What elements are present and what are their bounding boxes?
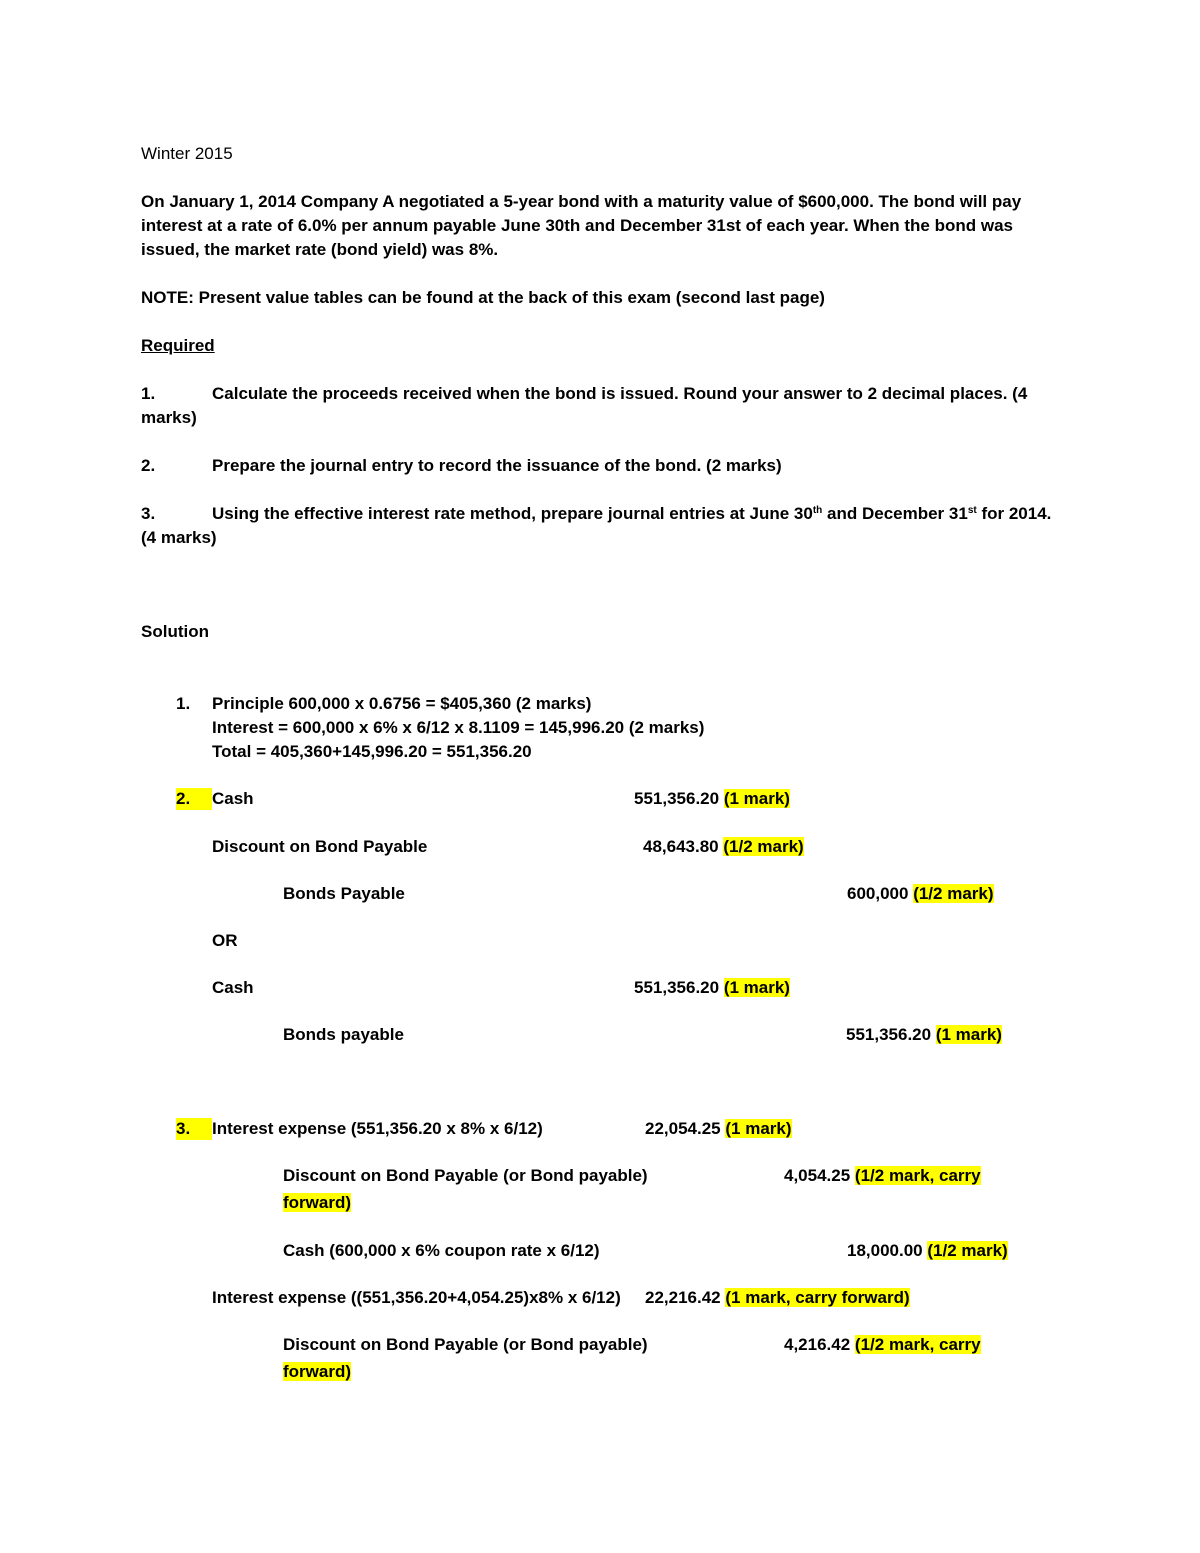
s3-d2-mark-a: (1/2 mark, carry — [854, 1335, 981, 1354]
s2-cash-amount — [634, 788, 790, 810]
s2-bp-mark: (1/2 mark) — [913, 884, 994, 903]
question-3-text — [212, 503, 1051, 525]
solution-1-line-2: Interest = 600,000 x 6% x 6/12 x 8.1109 = 145,996.20 (2 marks) — [212, 718, 705, 737]
s2-cash-label: Cash — [212, 789, 254, 808]
s3-c1-label: Cash (600,000 x 6% coupon rate x 6/12) — [283, 1241, 600, 1260]
solution-3-number: 3. — [176, 1118, 212, 1140]
s3-d1-mark-b: forward) — [283, 1193, 351, 1212]
s3-d2-mark-b: forward) — [283, 1362, 351, 1381]
s2-bonds-payable2-label: Bonds payable — [283, 1025, 404, 1044]
intro-line-1: On January 1, 2014 Company A negotiated a 5-year bond with a maturity value of $600,000. The bond will pay — [141, 192, 1022, 211]
s3-c1-amt: 18,000.00 — [847, 1241, 923, 1260]
s2-or: OR — [212, 931, 238, 950]
s3-d1-label: Discount on Bond Payable (or Bond payable) — [283, 1166, 648, 1185]
s3-ie1-amt: 22,054.25 — [645, 1119, 721, 1138]
s3-d1-amount — [784, 1165, 981, 1187]
question-3-text-c: for 2014. — [976, 504, 1052, 523]
required-heading: Required — [141, 336, 215, 355]
s3-ie1-amount — [645, 1118, 792, 1140]
s2-bp2-amt: 551,356.20 — [846, 1025, 932, 1044]
s2-cash2-mark: (1 mark) — [723, 978, 790, 997]
note-text: NOTE: Present value tables can be found at the back of this exam (second last page) — [141, 288, 825, 307]
s2-bp2-mark: (1 mark) — [935, 1025, 1002, 1044]
question-2-text: Prepare the journal entry to record the issuance of the bond. (2 marks) — [212, 456, 782, 475]
s2-disc-mark: (1/2 mark) — [723, 837, 804, 856]
s3-d2-amount — [784, 1334, 981, 1356]
s3-d1-mark-a: (1/2 mark, carry — [854, 1166, 981, 1185]
s2-cash2-amt: 551,356.20 — [634, 978, 720, 997]
s2-cash2-amount — [634, 977, 790, 999]
s2-disc-amt: 48,643.80 — [643, 837, 719, 856]
s3-ie1-mark: (1 mark) — [725, 1119, 792, 1138]
s3-ie1-label: Interest expense (551,356.20 x 8% x 6/12) — [212, 1119, 543, 1138]
s3-ie2-mark: (1 mark, carry forward) — [725, 1288, 910, 1307]
question-1-cont: marks) — [141, 408, 197, 427]
intro-line-3: issued, the market rate (bond yield) was 8%. — [141, 240, 499, 259]
s2-cash-amt: 551,356.20 — [634, 789, 720, 808]
s3-ie2-amount — [645, 1287, 910, 1309]
solution-1-line-1: Principle 600,000 x 0.6756 = $405,360 (2 marks) — [212, 694, 592, 713]
question-1-text: Calculate the proceeds received when the bond is issued. Round your answer to 2 decimal places. (4 — [212, 384, 1028, 403]
s3-d1-amt: 4,054.25 — [784, 1166, 851, 1185]
s2-bonds-payable-label: Bonds Payable — [283, 884, 405, 903]
question-3-sup-th: th — [812, 505, 823, 516]
term-heading: Winter 2015 — [141, 144, 233, 163]
s3-ie2-amt: 22,216.42 — [645, 1288, 721, 1307]
s2-cash2-label: Cash — [212, 978, 254, 997]
solution-2-number: 2. — [176, 788, 212, 810]
s2-discount-amount — [643, 836, 804, 858]
solution-1-line-3: Total = 405,360+145,996.20 = 551,356.20 — [212, 742, 532, 761]
s2-bonds-payable2-amount — [846, 1024, 1002, 1046]
question-1-number: 1. — [141, 384, 156, 403]
intro-line-2: interest at a rate of 6.0% per annum payable June 30th and December 31st of each year. When the bond was — [141, 216, 1013, 235]
s2-bonds-payable-amount — [847, 883, 994, 905]
question-3-number: 3. — [141, 504, 156, 523]
question-3-text-a: Using the effective interest rate method, prepare journal entries at June 30 — [212, 504, 813, 523]
question-3-sup-st: st — [967, 505, 977, 516]
question-3-cont: (4 marks) — [141, 528, 217, 547]
s2-bp-amt: 600,000 — [847, 884, 909, 903]
s2-cash-mark: (1 mark) — [723, 789, 790, 808]
s3-d2-amt: 4,216.42 — [784, 1335, 851, 1354]
s3-ie2-label: Interest expense ((551,356.20+4,054.25)x8% x 6/12) — [212, 1288, 621, 1307]
question-3-text-b: and December 31 — [822, 504, 968, 523]
s2-discount-label: Discount on Bond Payable — [212, 837, 428, 856]
s3-c1-amount — [847, 1240, 1008, 1262]
solution-heading: Solution — [141, 622, 209, 641]
solution-1-number: 1. — [176, 694, 191, 713]
s3-d2-label: Discount on Bond Payable (or Bond payable) — [283, 1335, 648, 1354]
question-2-number: 2. — [141, 456, 156, 475]
s3-c1-mark: (1/2 mark) — [927, 1241, 1008, 1260]
